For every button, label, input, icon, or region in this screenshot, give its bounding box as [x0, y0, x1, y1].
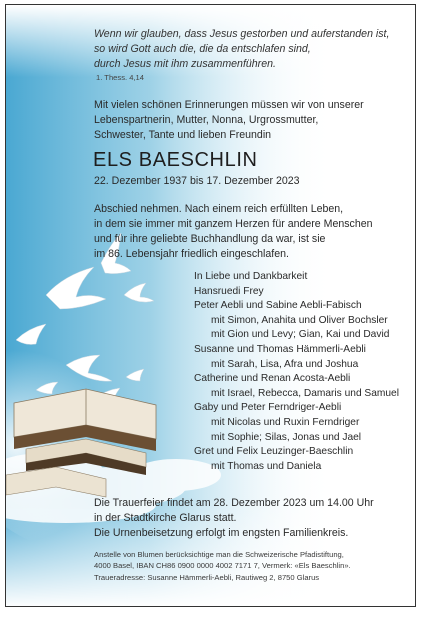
- intro-line: Schwester, Tante und lieben Freundin: [94, 129, 272, 141]
- mourner-line: mit Sarah, Lisa, Afra und Joshua: [211, 358, 359, 370]
- life-dates: 22. Dezember 1937 bis 17. Dezember 2023: [94, 175, 300, 187]
- mourners-list: [194, 270, 399, 474]
- note-line: Traueradresse: Susanne Hämmerli-Aebli, Rautiweg 2, 8750 Glarus: [94, 572, 320, 582]
- mourner-line: In Liebe und Dankbarkeit: [194, 271, 308, 282]
- quote-line: durch Jesus mit ihm zusammenführen.: [94, 58, 276, 70]
- mourner-line: Susanne und Thomas Hämmerli-Aebli: [194, 343, 366, 355]
- farewell-line: und für ihre geliebte Buchhandlung da war, ist sie: [94, 233, 326, 245]
- service-info: [94, 496, 374, 541]
- mourner-line: Hansruedi Frey: [194, 285, 264, 297]
- farewell-line: Abschied nehmen. Nach einem reich erfüllten Leben,: [94, 203, 344, 215]
- note-line: 4000 Basel, IBAN CH86 0900 0000 4002 7171 7, Vermerk: «Els Baeschlin».: [94, 561, 351, 571]
- intro-line: Mit vielen schönen Erinnerungen müssen wir von unserer: [94, 99, 364, 111]
- mourner-line: mit Israel, Rebecca, Damaris und Samuel: [211, 387, 399, 399]
- mourner-line: mit Gion und Levy; Gian, Kai und David: [211, 329, 390, 341]
- farewell-line: in dem sie immer mit ganzem Herzen für andere Menschen: [94, 218, 373, 230]
- quote-line: so wird Gott auch die, die da entschlafen sind,: [94, 43, 311, 55]
- mourner-line: mit Nicolas und Ruxin Ferndriger: [211, 416, 360, 428]
- quote-line: Wenn wir glauben, dass Jesus gestorben und auferstanden ist,: [94, 28, 390, 40]
- quote-reference: 1. Thess. 4,14: [96, 73, 144, 82]
- mourner-line: mit Sophie; Silas, Jonas und Jael: [211, 431, 362, 443]
- mourner-line: mit Thomas und Daniela: [211, 460, 322, 472]
- intro-text: [94, 98, 364, 143]
- donation-notes: [94, 549, 351, 583]
- mourner-line: Peter Aebli und Sabine Aebli-Fabisch: [194, 300, 362, 312]
- intro-line: Lebenspartnerin, Mutter, Nonna, Urgrossmutter,: [94, 114, 319, 126]
- mourner-line: Gret und Felix Leuzinger-Baeschlin: [194, 446, 354, 458]
- service-line: Die Urnenbeisetzung erfolgt im engsten Familienkreis.: [94, 527, 349, 539]
- service-line: in der Stadtkirche Glarus statt.: [94, 512, 237, 524]
- farewell-line: im 86. Lebensjahr friedlich eingeschlafen.: [94, 248, 289, 260]
- mourner-line: mit Simon, Anahita und Oliver Bochsler: [211, 314, 388, 326]
- service-line: Die Trauerfeier findet am 28. Dezember 2023 um 14.00 Uhr: [94, 497, 374, 509]
- deceased-name: ELS BAESCHLIN: [93, 149, 258, 171]
- bible-quote: [94, 27, 394, 72]
- obituary-card: [5, 4, 416, 607]
- mourner-line: Gaby und Peter Ferndriger-Aebli: [194, 402, 342, 414]
- mourner-line: Catherine und Renan Acosta-Aebli: [194, 373, 351, 385]
- note-line: Anstelle von Blumen berücksichtige man die Schweizerische Pfadistiftung,: [94, 550, 344, 559]
- farewell-text: [94, 202, 373, 262]
